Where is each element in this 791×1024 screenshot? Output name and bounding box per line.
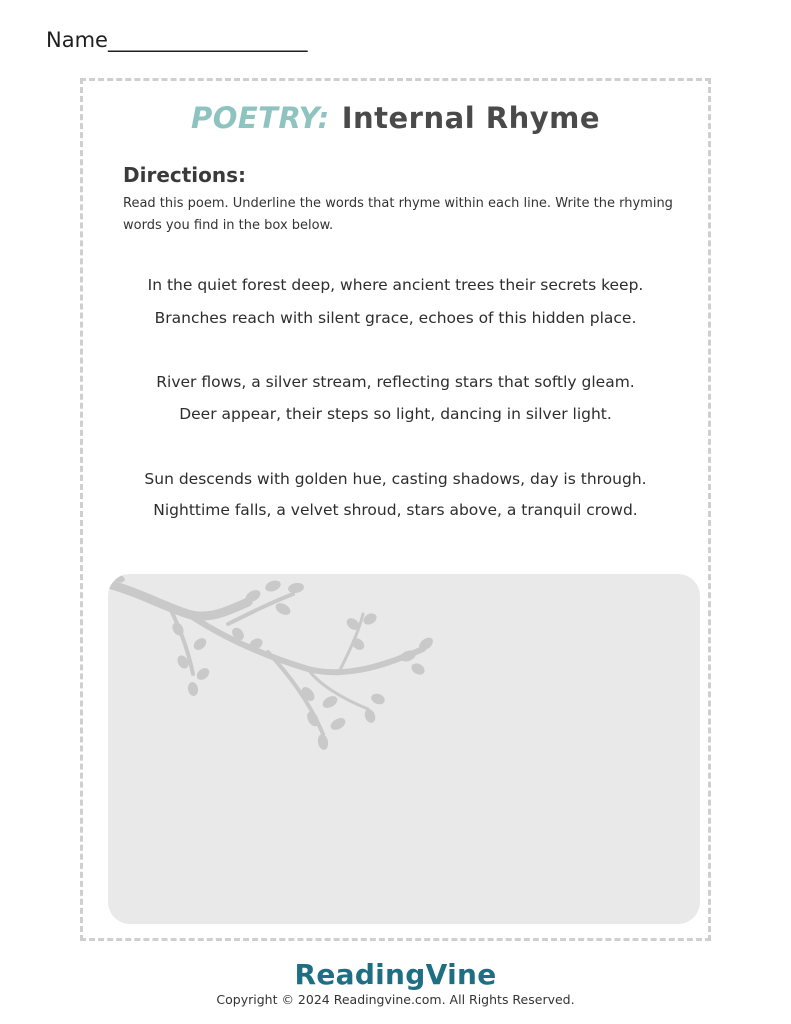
name-field-label: Name___________________	[46, 28, 308, 52]
directions-text: Read this poem. Underline the words that rhyme within each line. Write the rhyming words you find in the box below.	[123, 196, 673, 233]
poem-line-5: Sun descends with golden hue, casting shadows, day is through.	[144, 470, 647, 488]
tree-branch-icon	[108, 574, 438, 774]
answer-box[interactable]	[108, 574, 700, 924]
copyright-text: Copyright © 2024 Readingvine.com. All Rights Reserved.	[216, 992, 575, 1007]
worksheet-frame	[80, 78, 711, 941]
poem-line-3: River flows, a silver stream, reflecting stars that softly gleam.	[156, 373, 635, 391]
poem-line-1: In the quiet forest deep, where ancient trees their secrets keep.	[147, 276, 644, 294]
readingvine-logo: ReadingVine	[294, 958, 497, 991]
poem-line-2: Branches reach with silent grace, echoes of this hidden place.	[154, 309, 637, 327]
worksheet-title	[83, 101, 708, 135]
directions-heading: Directions:	[123, 163, 247, 187]
poem-line-4: Deer appear, their steps so light, dancing in silver light.	[179, 405, 612, 423]
title-internal-rhyme: Internal Rhyme	[341, 101, 601, 135]
poem-line-6: Nighttime falls, a velvet shroud, stars above, a tranquil crowd.	[153, 501, 638, 519]
title-poetry: POETRY:	[190, 101, 330, 135]
